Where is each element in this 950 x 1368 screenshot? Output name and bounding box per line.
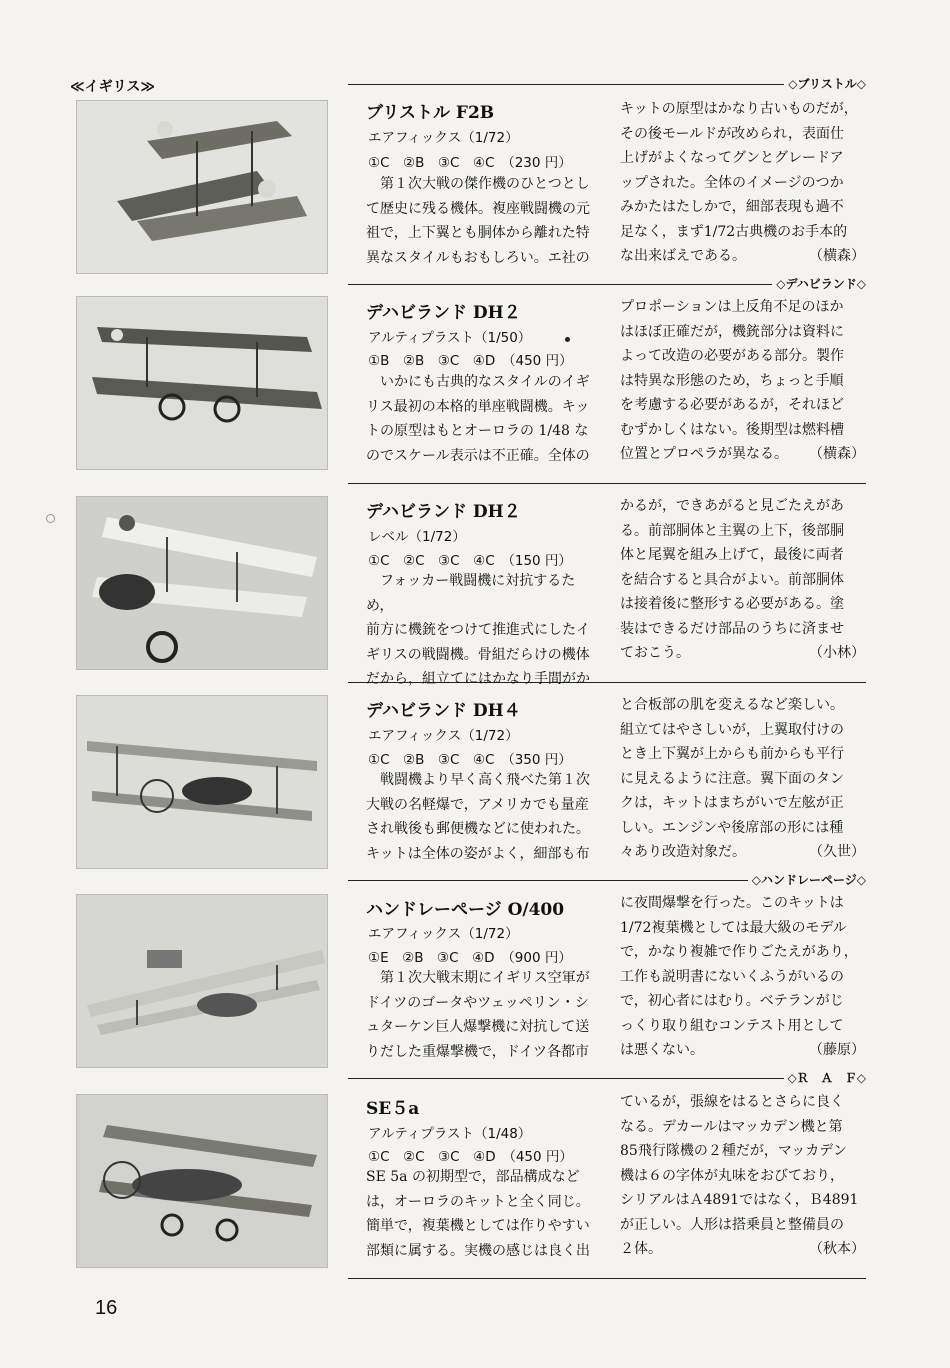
handley-page-o400-model-photo [76,894,328,1068]
maker-tag: ◇ブリストル◇ [784,77,866,91]
entry-brand: エアフィックス（1/72） [368,130,519,146]
entry-ratings: ①C ②B ③C ④C （230 円） [368,155,572,171]
author: （久世） [809,844,865,860]
se5a-model-photo [76,1094,328,1268]
author: （横森） [809,446,865,462]
entry-brand: アルティプラスト（1/48） [368,1126,532,1142]
entry-brand: アルティプラスト（1/50） [368,330,532,346]
entry-title: ブリストル F2B [366,103,495,123]
entry-text-right: キットの原型はかなり古いものだが， その後モールドが改められ，表面仕 上げがよくなってグンとグレードア ップされた。全体のイメージのつか みかたはたしかで，細部表現も過不 足なく，まず1/72古典機のお手本的 な出来ばえである。 （横森） [620,97,865,269]
entry-text-left: フォッカー戦闘機に対抗するため， 前方に機銃をつけて推進式にしたイ ギリスの戦闘機。骨組だらけの機体 だから，組立てにはかなり手間がか [366,573,590,687]
author: （横森） [809,248,865,264]
entry-text-right: かるが，できあがると見ごたえがあ る。前部胴体と主翼の上下，後部胴 体と尾翼を組み上げて，最後に両者 を結合すると具合がよい。前部胴体 は接着後に整形する必要がある。塗 装はできるだけ部品のうちに済ませ ておこう。 （小林） [620,494,865,666]
dh2-revell-model-photo [76,496,328,670]
entry-title: デハビランド DH２ [366,502,521,522]
entry-text-left: 第１次大戦末期にイギリス空軍が ドイツのゴータやツェッペリン・シ ュターケン巨人爆撃機に対抗して送 りだした重爆撃機で，ドイツ各都市 [366,970,590,1060]
entry-text-left: 第１次大戦の傑作機のひとつとし て歴史に残る機体。複座戦闘機の元 祖で，上下翼とも胴体から離れた特 異なスタイルもおもしろい。エ社の [366,176,590,266]
divider [348,483,866,484]
maker-tag: ◇ハンドレーページ◇ [748,873,866,887]
entry-title: SE５a [366,1099,420,1119]
entry-title: ハンドレーページ O/400 [366,900,565,920]
entry-text-left: SE 5a の初期型で，部品構成など は，オーロラのキットと全く同じ。 簡単で，複葉機としては作りやすい 部類に属する。実機の感じは良く出 [366,1169,590,1259]
entry-ratings: ①C ②C ③C ④C （150 円） [368,553,572,569]
maker-tag: ◇Ｒ Ａ Ｆ◇ [784,1071,866,1085]
bristol-f2b-model-photo [76,100,328,274]
entry-brand: エアフィックス（1/72） [368,926,519,942]
dh4-model-photo [76,695,328,869]
entry-ratings: ①C ②C ③C ④D （450 円） [368,1149,573,1165]
entry-text-right: に夜間爆撃を行った。このキットは 1/72複葉機としては最大級のモデル で，かなり複雑で作りごたえがあり， 工作も説明書にないくふうがいるの で，初心者にはむり。ベテランがじ っくり取り組むコンテスト用として は悪くない。 （藤原） [620,891,865,1063]
maker-tag: ◇デハビランド◇ [772,277,866,291]
binding-hole [46,514,55,523]
entry-title: デハビランド DH４ [366,701,521,721]
entry-text-right: ているが，張線をはるとさらに良く なる。デカールはマッカデン機と第 85飛行隊機の２種だが，マッカデン 機は６の字体が丸味をおびており， シリアルはＡ4891ではなく，Ｂ4891 が正しい。人形は搭乗員と整備員の ２体。 （秋本） [620,1090,865,1262]
entry-text-right: と合板部の肌を変えるなど楽しい。 組立てはやさしいが，上翼取付けの とき上下翼が上からも前からも平行 に見えるように注意。翼下面のタン クは，キットはまちがいで左舷が正 しい。エンジンや後席部の形には種 々あり改造対象だ。 （久世） [620,693,865,865]
entry-brand: レベル（1/72） [368,529,466,545]
entry-ratings: ①E ②B ③C ④D （900 円） [368,950,572,966]
entry-text-right: プロポーションは上反角不足のほか はほぼ正確だが，機銃部分は資料に よって改造の必要がある部分。製作 は特異な形態のため，ちょっと手順 を考慮する必要があるが，それほど むずかしくはない。後期型は燃料槽 位置とプロペラが異なる。 （横森） [620,295,865,467]
author: （小林） [809,645,865,661]
page-number: 16 [95,1297,118,1319]
author: （藤原） [809,1042,865,1058]
author: （秋本） [809,1241,865,1257]
section-label: ≪イギリス≫ [70,79,156,95]
dh2-altiplast-model-photo [76,296,328,470]
divider [348,1278,866,1279]
entry-text-left: いかにも古典的なスタイルのイギ リス最初の本格的単座戦闘機。キッ トの原型はもとオーロラの 1/48 な のでスケール表示は不正確。全体の [366,374,590,464]
entry-ratings: ①B ②B ③C ④D （450 円） [368,353,573,369]
speck [565,337,570,342]
entry-text-left: 戦闘機より早く高く飛べた第１次 大戦の名軽爆で，アメリカでも量産 され戦後も郵便機などに使われた。 キットは全体の姿がよく，細部も布 [366,772,590,862]
entry-brand: エアフィックス（1/72） [368,728,519,744]
entry-ratings: ①C ②B ③C ④C （350 円） [368,752,572,768]
entry-title: デハビランド DH２ [366,303,521,323]
